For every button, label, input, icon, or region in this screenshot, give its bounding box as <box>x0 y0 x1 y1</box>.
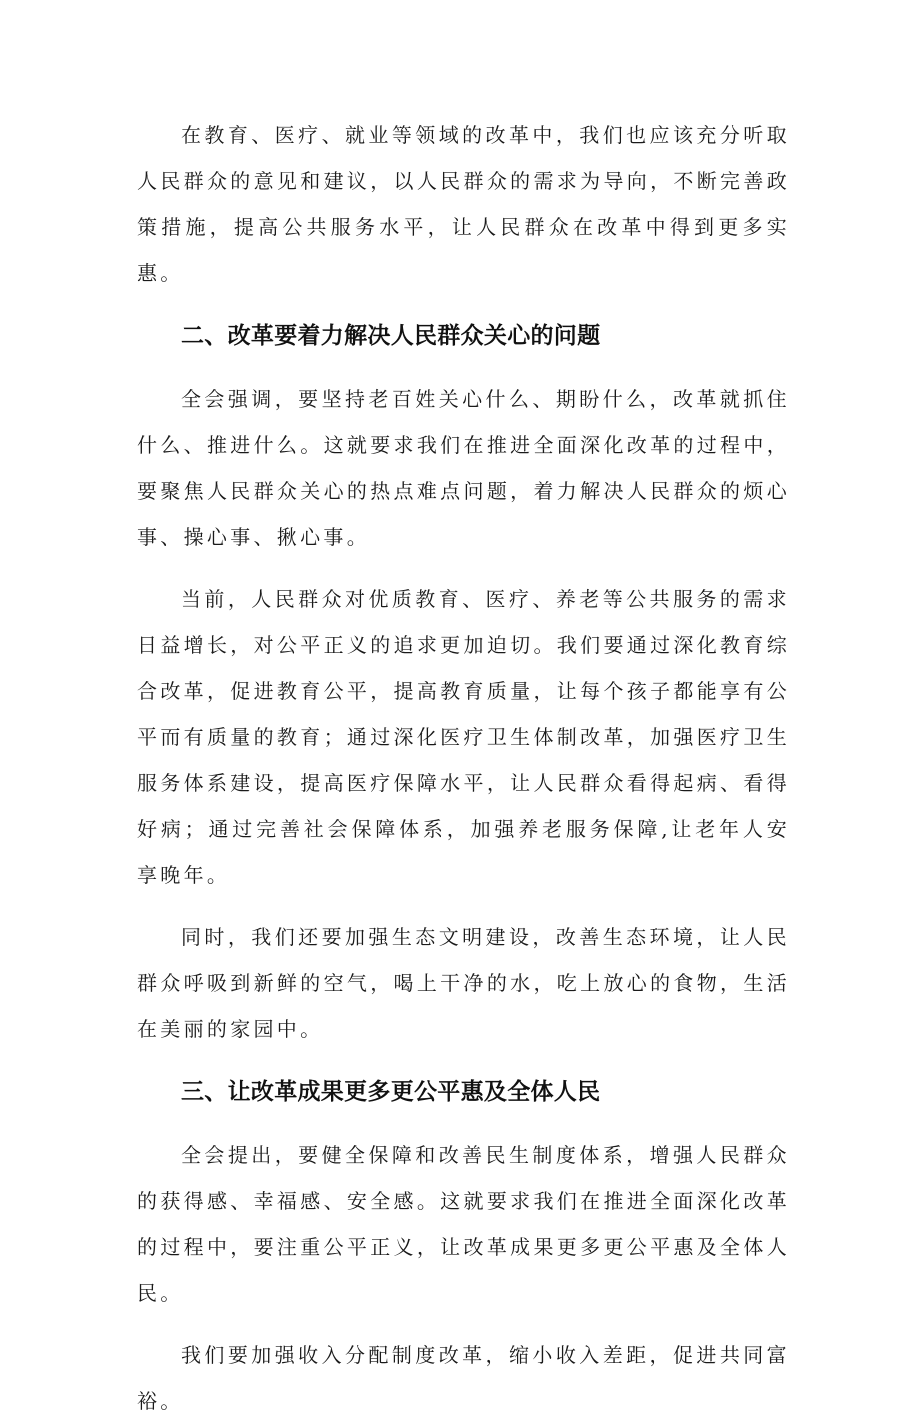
section-heading-2: 二、改革要着力解决人民群众关心的问题 <box>181 323 601 349</box>
paragraph-livelihood-system: 全会提出，要健全保障和改善民生制度体系，增强人民群众的获得感、幸福感、安全感。这就要求我们在推进全面深化改革的过程中，要注重公平正义，让改革成果更多更公平惠及全体人民。 <box>137 1143 790 1305</box>
paragraph-ecology: 同时，我们还要加强生态文明建设，改善生态环境，让人民群众呼吸到新鲜的空气，喝上干净的水，吃上放心的食物，生活在美丽的家园中。 <box>137 925 790 1041</box>
paragraph-education-reform: 在教育、医疗、就业等领域的改革中，我们也应该充分听取人民群众的意见和建议，以人民群众的需求为导向，不断完善政策措施，提高公共服务水平，让人民群众在改革中得到更多实惠。 <box>137 123 790 285</box>
paragraph-income-distribution: 我们要加强收入分配制度改革，缩小收入差距，促进共同富裕。 <box>137 1343 790 1413</box>
paragraph-plenary-emphasis: 全会强调，要坚持老百姓关心什么、期盼什么，改革就抓住什么、推进什么。这就要求我们在推进全面深化改革的过程中，要聚焦人民群众关心的热点难点问题，着力解决人民群众的烦心事、操心事、揪心事。 <box>137 387 790 549</box>
paragraph-public-services: 当前，人民群众对优质教育、医疗、养老等公共服务的需求日益增长，对公平正义的追求更加迫切。我们要通过深化教育综合改革，促进教育公平，提高教育质量，让每个孩子都能享有公平而有质量的教育；通过深化医疗卫生体制改革，加强医疗卫生服务体系建设，提高医疗保障水平，让人民群众看得起病、看得好病；通过完善社会保障体系，加强养老服务保障,让老年人安享晚年。 <box>137 587 790 887</box>
section-heading-3: 三、让改革成果更多更公平惠及全体人民 <box>181 1079 601 1105</box>
document-body <box>137 112 790 1424</box>
